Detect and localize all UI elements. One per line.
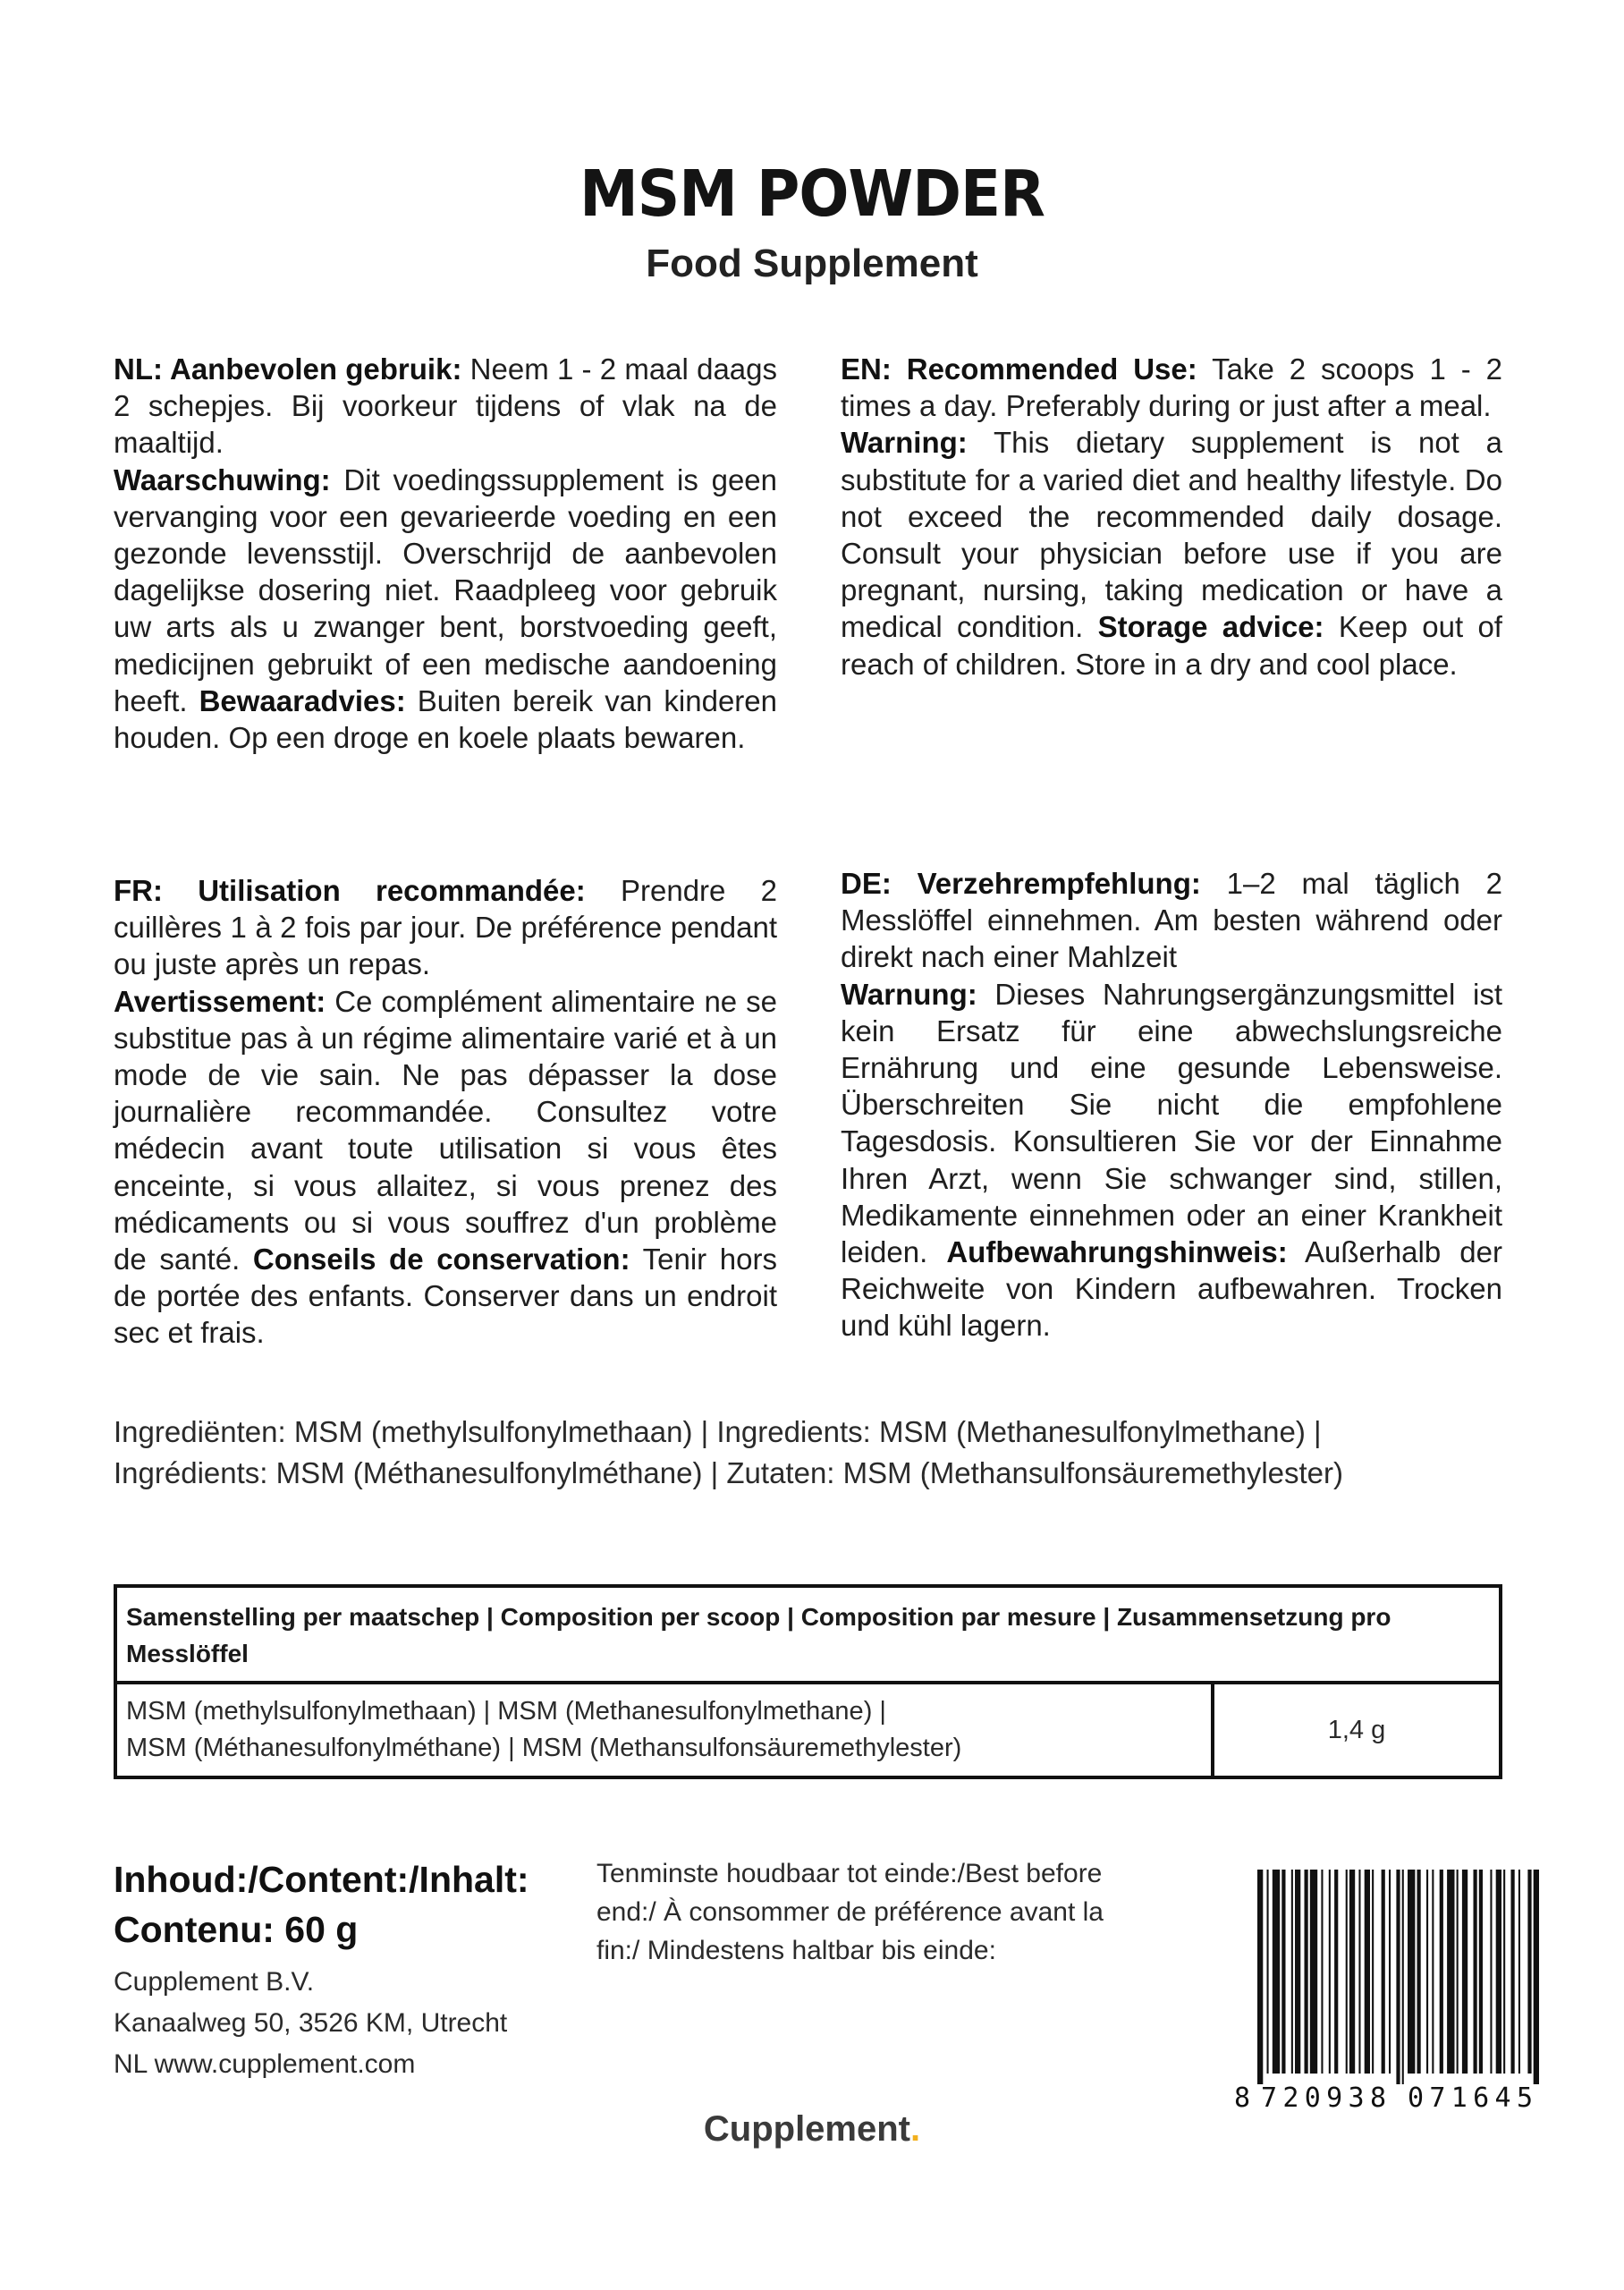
barcode-bar bbox=[1346, 1870, 1348, 2074]
en-storage-text: Keep out of reach of children. Store in a dry and cool place. bbox=[841, 610, 1502, 681]
barcode-bar bbox=[1527, 1870, 1531, 2074]
barcode-bar bbox=[1273, 1870, 1280, 2074]
best-before-text: Tenminste houdbaar tot einde:/Best before end:/ À consommer de préférence avant la fin:/ Mindestens haltbar bis einde: bbox=[596, 1859, 1104, 1965]
barcode-bar bbox=[1457, 1870, 1459, 2074]
nl-storage-label: Bewaaradvies: bbox=[199, 683, 406, 717]
barcode-bar bbox=[1511, 1870, 1515, 2074]
barcode-bar bbox=[1349, 1870, 1355, 2074]
de-storage-label: Aufbewahrungshinweis: bbox=[946, 1235, 1288, 1269]
nl-use-text: Neem 1 - 2 maal daags 2 schepjes. Bij voorkeur tijdens of vlak na de maaltijd. bbox=[114, 352, 777, 460]
barcode-bar bbox=[1372, 1870, 1374, 2074]
brand-name: Cupplement bbox=[703, 2109, 910, 2149]
nl-section bbox=[114, 351, 777, 756]
en-section bbox=[841, 351, 1502, 683]
de-use-text: 1–2 mal täglich 2 Messlöffel einnehmen. Am besten während oder direkt nach einer Mahlzeit bbox=[841, 867, 1502, 974]
fr-section bbox=[114, 872, 777, 1352]
barcode bbox=[1232, 1870, 1550, 2116]
ingredients-text bbox=[114, 1412, 1509, 1494]
barcode-bar bbox=[1490, 1870, 1492, 2074]
barcode-bar bbox=[1447, 1870, 1454, 2074]
composition-ingredient-cell bbox=[117, 1684, 1214, 1776]
barcode-bar bbox=[1257, 1870, 1263, 2084]
composition-table-header: Samenstelling per maatschep | Composition per scoop | Composition par mesure | Zusammensetzung pro Messlöffel bbox=[117, 1588, 1499, 1684]
barcode-bar bbox=[1321, 1870, 1323, 2074]
company-country-web: NL www.cupplement.com bbox=[114, 2049, 416, 2079]
fr-storage-text: Tenir hors de portée des enfants. Conserver dans un endroit sec et frais. bbox=[114, 1243, 777, 1350]
barcode-bar bbox=[1291, 1870, 1293, 2074]
de-storage-text: Außerhalb der Reichweite von Kindern aufbewahren. Trocken und kühl lagern. bbox=[841, 1235, 1503, 1343]
barcode-bar bbox=[1479, 1870, 1483, 2074]
en-storage-label: Storage advice: bbox=[1097, 610, 1324, 644]
product-subtitle: Food Supplement bbox=[646, 242, 978, 285]
barcode-bar bbox=[1310, 1870, 1317, 2074]
net-content bbox=[114, 1854, 529, 1955]
fr-storage-label: Conseils de conservation: bbox=[252, 1243, 630, 1276]
barcode-digits-right: 071645 bbox=[1408, 2082, 1533, 2114]
barcode-bar bbox=[1281, 1870, 1285, 2074]
barcode-bar bbox=[1305, 1870, 1308, 2074]
barcode-bar bbox=[1518, 1870, 1520, 2074]
barcode-bar bbox=[1432, 1870, 1434, 2074]
barcode-bar bbox=[1358, 1870, 1360, 2074]
composition-ingredient-line: MSM (Méthanesulfonylméthane) | MSM (Methansulfonsäuremethylester) bbox=[126, 1734, 962, 1762]
ingredients-line: Ingrédients: MSM (Méthanesulfonylméthane) | Zutaten: MSM (Methansulfonsäuremethylester) bbox=[114, 1456, 1344, 1489]
barcode-digit-first: 8 bbox=[1234, 2082, 1251, 2114]
nl-use-label: NL: Aanbevolen gebruik: bbox=[114, 352, 462, 386]
en-warning-text: This dietary supplement is not a substitute for a varied diet and healthy lifestyle. Do not exceed the recommended daily dosage. Consult your physician before use if you are pregnant, nursing, taking medication or have a medical condition. bbox=[841, 426, 1502, 644]
barcode-bar bbox=[1329, 1870, 1331, 2074]
company-name: Cupplement B.V. bbox=[114, 1967, 315, 1997]
barcode-bar bbox=[1496, 1870, 1501, 2074]
de-use-label: DE: Verzehrempfehlung: bbox=[841, 867, 1201, 900]
en-warning-label: Warning: bbox=[841, 426, 968, 460]
composition-table bbox=[114, 1584, 1502, 1779]
barcode-digits-left: 720938 bbox=[1261, 2082, 1386, 2114]
fr-use-label: FR: Utilisation recommandée: bbox=[114, 874, 586, 907]
barcode-bar bbox=[1474, 1870, 1477, 2074]
barcode-bar bbox=[1267, 1870, 1269, 2074]
barcode-bar bbox=[1365, 1870, 1370, 2074]
fr-use-text: Prendre 2 cuillères 1 à 2 fois par jour. De préférence pendant ou juste après un repas. bbox=[114, 874, 778, 981]
barcode-bar bbox=[1503, 1870, 1505, 2074]
de-warning-label: Warnung: bbox=[841, 977, 977, 1011]
brand-logo bbox=[0, 2109, 1624, 2150]
de-section bbox=[841, 865, 1502, 1344]
barcode-bar bbox=[1295, 1870, 1300, 2074]
barcode-bar bbox=[1334, 1870, 1338, 2074]
barcode-bar bbox=[1534, 1870, 1539, 2084]
brand-dot: . bbox=[910, 2109, 921, 2149]
barcode-bar bbox=[1389, 1870, 1391, 2074]
product-title: MSM POWDER bbox=[579, 156, 1045, 232]
net-content-line: Inhoud:/Content:/Inhalt: bbox=[114, 1859, 529, 1900]
en-use-label: EN: Recommended Use: bbox=[841, 352, 1197, 386]
ingredients-line: Ingrediënten: MSM (methylsulfonylmethaan) | Ingredients: MSM (Methanesulfonylmethane) | bbox=[114, 1415, 1322, 1448]
barcode-bar bbox=[1382, 1870, 1385, 2074]
nl-storage-text: Buiten bereik van kinderen houden. Op een droge en koele plaats bewaren. bbox=[114, 683, 777, 755]
barcode-bar bbox=[1440, 1870, 1443, 2074]
barcode-bar bbox=[1426, 1870, 1428, 2074]
barcode-bar bbox=[1408, 1870, 1415, 2074]
barcode-bar bbox=[1396, 1870, 1400, 2084]
company-address bbox=[114, 1962, 507, 2085]
composition-amount-cell: 1,4 g bbox=[1327, 1715, 1386, 1744]
barcode-bar bbox=[1462, 1870, 1468, 2074]
nl-warning-text: Dit voedingssupplement is geen vervanging voor een gevarieerde voeding en een gezonde levensstijl. Overschrijd de aanbevolen dagelijkse dosering niet. Raadpleeg voor gebruik uw arts als u zwanger bent, borstvoeding geeft, medicijnen gebruikt of een medische aandoening heeft. bbox=[114, 462, 777, 717]
net-content-line: Contenu: 60 g bbox=[114, 1909, 359, 1950]
nl-warning-label: Waarschuwing: bbox=[114, 462, 331, 496]
barcode-bars bbox=[1257, 1870, 1539, 2084]
composition-ingredient-line: MSM (methylsulfonylmethaan) | MSM (Methanesulfonylmethane) | bbox=[126, 1697, 886, 1726]
en-use-text: Take 2 scoops 1 - 2 times a day. Preferably during or just after a meal. bbox=[841, 352, 1502, 423]
barcode-bar bbox=[1417, 1870, 1421, 2074]
fr-warning-text: Ce complément alimentaire ne se substitue pas à un régime alimentaire varié et à un mode de vie sain. Ne pas dépasser la dose journalière recommandée. Consultez votre médecin avant toute utilisation si vous êtes enceinte, si vous allaitez, si vous prenez des médicaments ou si vous souffrez d'un problème de santé. bbox=[114, 984, 777, 1276]
company-street: Kanaalweg 50, 3526 KM, Utrecht bbox=[114, 2008, 508, 2038]
barcode-bar bbox=[1402, 1870, 1404, 2084]
fr-warning-label: Avertissement: bbox=[114, 984, 326, 1018]
de-warning-text: Dieses Nahrungsergänzungsmittel ist kein Ersatz für eine abwechslungsreiche Ernährung und eine gesunde Lebensweise. Überschreiten Sie nicht die empfohlene Tagesdosis. Konsultieren Sie vor der Einnahme Ihren Arzt, wenn Sie schwanger sind, stillen, Medikamente einnehmen oder an einer Krankheit leiden. bbox=[841, 977, 1502, 1269]
table-row bbox=[117, 1684, 1499, 1776]
